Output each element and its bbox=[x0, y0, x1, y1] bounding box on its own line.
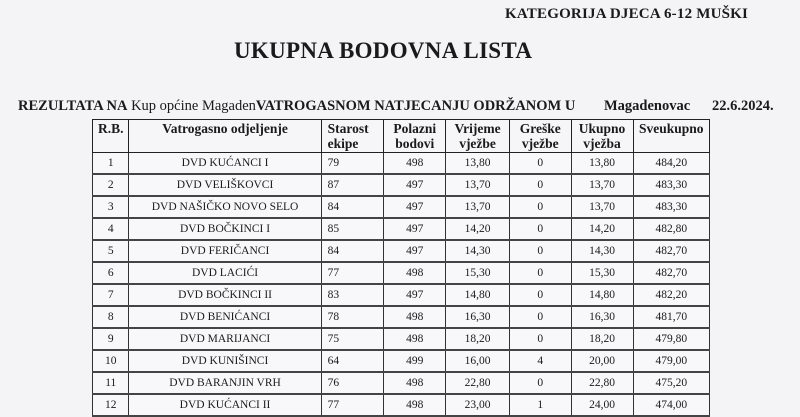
col-header-name: Vatrogasno odjeljenje bbox=[129, 120, 321, 153]
cell-rank: 8 bbox=[93, 306, 129, 328]
cell-exercise-total: 15,30 bbox=[571, 262, 633, 284]
cell-exercise-time: 13,80 bbox=[446, 153, 510, 175]
col-header-errors-line2: vježbe bbox=[521, 136, 559, 151]
cell-team-age: 87 bbox=[321, 174, 384, 196]
cell-unit-name: DVD LACIĆI bbox=[129, 262, 321, 284]
col-header-age bbox=[321, 120, 384, 153]
cell-exercise-time: 22,80 bbox=[446, 372, 510, 394]
cell-start-points: 497 bbox=[384, 240, 446, 262]
results-table bbox=[92, 119, 710, 417]
col-header-age-line2: ekipe bbox=[327, 136, 359, 151]
col-header-grand-total: Sveukupno bbox=[633, 120, 709, 153]
cell-team-age: 85 bbox=[321, 218, 384, 240]
cell-exercise-total: 22,80 bbox=[571, 372, 633, 394]
cell-start-points: 497 bbox=[384, 218, 446, 240]
col-header-points bbox=[384, 120, 446, 153]
table-row bbox=[93, 196, 710, 218]
cell-rank: 12 bbox=[93, 394, 129, 416]
table-row bbox=[93, 350, 710, 372]
table-header-row bbox=[93, 120, 710, 153]
cell-grand-total: 484,20 bbox=[633, 153, 709, 175]
cell-rank: 2 bbox=[93, 174, 129, 196]
cell-unit-name: DVD KUĆANCI I bbox=[129, 153, 321, 175]
cell-start-points: 499 bbox=[384, 350, 446, 372]
cell-exercise-time: 23,00 bbox=[446, 394, 510, 416]
cell-unit-name: DVD BOČKINCI II bbox=[129, 284, 321, 306]
cell-rank: 9 bbox=[93, 328, 129, 350]
cell-exercise-total: 14,30 bbox=[571, 240, 633, 262]
cell-exercise-total: 13,80 bbox=[571, 153, 633, 175]
cell-team-age: 83 bbox=[321, 284, 384, 306]
subtitle-cup: Kup općine Magaden bbox=[131, 98, 256, 114]
cell-team-age: 78 bbox=[321, 306, 384, 328]
cell-team-age: 77 bbox=[321, 262, 384, 284]
cell-grand-total: 481,70 bbox=[633, 306, 709, 328]
cell-start-points: 497 bbox=[384, 174, 446, 196]
cell-grand-total: 479,80 bbox=[633, 328, 709, 350]
page-title: UKUPNA BODOVNA LISTA bbox=[234, 38, 533, 63]
col-header-total bbox=[571, 120, 633, 153]
cell-unit-name: DVD NAŠIČKO NOVO SELO bbox=[129, 196, 321, 218]
cell-unit-name: DVD BARANJIN VRH bbox=[129, 372, 321, 394]
cell-rank: 5 bbox=[93, 240, 129, 262]
table-row bbox=[93, 328, 710, 350]
table-row bbox=[93, 306, 710, 328]
cell-exercise-total: 18,20 bbox=[571, 328, 633, 350]
col-header-points-line1: Polazni bbox=[393, 121, 437, 136]
cell-grand-total: 475,20 bbox=[633, 372, 709, 394]
cell-unit-name: DVD VELIŠKOVCI bbox=[129, 174, 321, 196]
cell-exercise-errors: 0 bbox=[509, 240, 571, 262]
cell-rank: 4 bbox=[93, 218, 129, 240]
cell-exercise-time: 14,20 bbox=[446, 218, 510, 240]
col-header-time-line1: Vrijeme bbox=[454, 121, 501, 136]
event-date: 22.6.2024. bbox=[712, 98, 774, 114]
cell-start-points: 498 bbox=[384, 262, 446, 284]
cell-exercise-errors: 0 bbox=[509, 262, 571, 284]
col-header-errors bbox=[509, 120, 571, 153]
cell-exercise-time: 14,80 bbox=[446, 284, 510, 306]
cell-exercise-errors: 0 bbox=[509, 174, 571, 196]
cell-rank: 11 bbox=[93, 372, 129, 394]
cell-team-age: 79 bbox=[321, 153, 384, 175]
cell-rank: 1 bbox=[93, 153, 129, 175]
col-header-time-line2: vježbe bbox=[459, 136, 496, 151]
cell-start-points: 497 bbox=[384, 284, 446, 306]
cell-grand-total: 482,70 bbox=[633, 262, 709, 284]
table-row bbox=[93, 153, 710, 175]
subtitle-prefix: REZULTATA NA bbox=[18, 98, 128, 114]
cell-rank: 6 bbox=[93, 262, 129, 284]
cell-grand-total: 474,00 bbox=[633, 394, 709, 416]
cell-grand-total: 483,30 bbox=[633, 174, 709, 196]
cell-start-points: 498 bbox=[384, 153, 446, 175]
table-row bbox=[93, 284, 710, 306]
cell-exercise-errors: 0 bbox=[509, 328, 571, 350]
cell-start-points: 498 bbox=[384, 328, 446, 350]
table-row bbox=[93, 372, 710, 394]
cell-exercise-errors: 1 bbox=[509, 394, 571, 416]
cell-exercise-errors: 0 bbox=[509, 284, 571, 306]
cell-exercise-total: 13,70 bbox=[571, 196, 633, 218]
cell-unit-name: DVD FERIČANCI bbox=[129, 240, 321, 262]
cell-exercise-time: 16,00 bbox=[446, 350, 510, 372]
cell-rank: 10 bbox=[93, 350, 129, 372]
cell-team-age: 64 bbox=[321, 350, 384, 372]
cell-exercise-errors: 0 bbox=[509, 372, 571, 394]
table-row bbox=[93, 394, 710, 416]
col-header-errors-line1: Greške bbox=[519, 121, 561, 136]
cell-exercise-errors: 0 bbox=[509, 196, 571, 218]
col-header-rb: R.B. bbox=[93, 120, 129, 153]
cell-start-points: 498 bbox=[384, 372, 446, 394]
cell-exercise-errors: 4 bbox=[509, 350, 571, 372]
cell-exercise-time: 13,70 bbox=[446, 196, 510, 218]
cell-grand-total: 482,20 bbox=[633, 284, 709, 306]
table-row bbox=[93, 174, 710, 196]
cell-exercise-total: 24,00 bbox=[571, 394, 633, 416]
cell-exercise-total: 20,00 bbox=[571, 350, 633, 372]
table-row bbox=[93, 218, 710, 240]
subtitle-event: VATROGASNOM NATJECANJU ODRŽANOM U bbox=[255, 98, 576, 114]
table-row bbox=[93, 240, 710, 262]
cell-unit-name: DVD KUĆANCI II bbox=[129, 394, 321, 416]
cell-team-age: 76 bbox=[321, 372, 384, 394]
cell-exercise-total: 13,70 bbox=[571, 174, 633, 196]
cell-start-points: 497 bbox=[384, 196, 446, 218]
cell-team-age: 84 bbox=[321, 196, 384, 218]
col-header-total-line2: vježba bbox=[583, 136, 621, 151]
cell-start-points: 498 bbox=[384, 394, 446, 416]
col-header-time bbox=[446, 120, 510, 153]
cell-grand-total: 482,70 bbox=[633, 240, 709, 262]
cell-exercise-errors: 0 bbox=[509, 306, 571, 328]
cell-exercise-errors: 0 bbox=[509, 218, 571, 240]
cell-exercise-total: 16,30 bbox=[571, 306, 633, 328]
col-header-points-line2: bodovi bbox=[395, 136, 435, 151]
cell-exercise-time: 18,20 bbox=[446, 328, 510, 350]
cell-team-age: 75 bbox=[321, 328, 384, 350]
cell-grand-total: 483,30 bbox=[633, 196, 709, 218]
cell-exercise-total: 14,20 bbox=[571, 218, 633, 240]
cell-unit-name: DVD BENIĆANCI bbox=[129, 306, 321, 328]
cell-start-points: 498 bbox=[384, 306, 446, 328]
col-header-total-line1: Ukupno bbox=[578, 121, 626, 136]
cell-unit-name: DVD MARIJANCI bbox=[129, 328, 321, 350]
cell-rank: 3 bbox=[93, 196, 129, 218]
cell-team-age: 77 bbox=[321, 394, 384, 416]
cell-unit-name: DVD BOČKINCI I bbox=[129, 218, 321, 240]
category-label: KATEGORIJA DJECA 6-12 MUŠKI bbox=[505, 6, 749, 22]
cell-team-age: 84 bbox=[321, 240, 384, 262]
event-subtitle bbox=[18, 98, 788, 115]
cell-grand-total: 479,00 bbox=[633, 350, 709, 372]
cell-exercise-errors: 0 bbox=[509, 153, 571, 175]
cell-exercise-time: 16,30 bbox=[446, 306, 510, 328]
event-location: Magadenovac bbox=[604, 98, 691, 114]
cell-exercise-total: 14,80 bbox=[571, 284, 633, 306]
cell-rank: 7 bbox=[93, 284, 129, 306]
cell-unit-name: DVD KUNIŠINCI bbox=[129, 350, 321, 372]
cell-exercise-time: 13,70 bbox=[446, 174, 510, 196]
cell-exercise-time: 15,30 bbox=[446, 262, 510, 284]
table-row bbox=[93, 262, 710, 284]
col-header-age-line1: Starost bbox=[327, 121, 369, 136]
cell-grand-total: 482,80 bbox=[633, 218, 709, 240]
cell-exercise-time: 14,30 bbox=[446, 240, 510, 262]
